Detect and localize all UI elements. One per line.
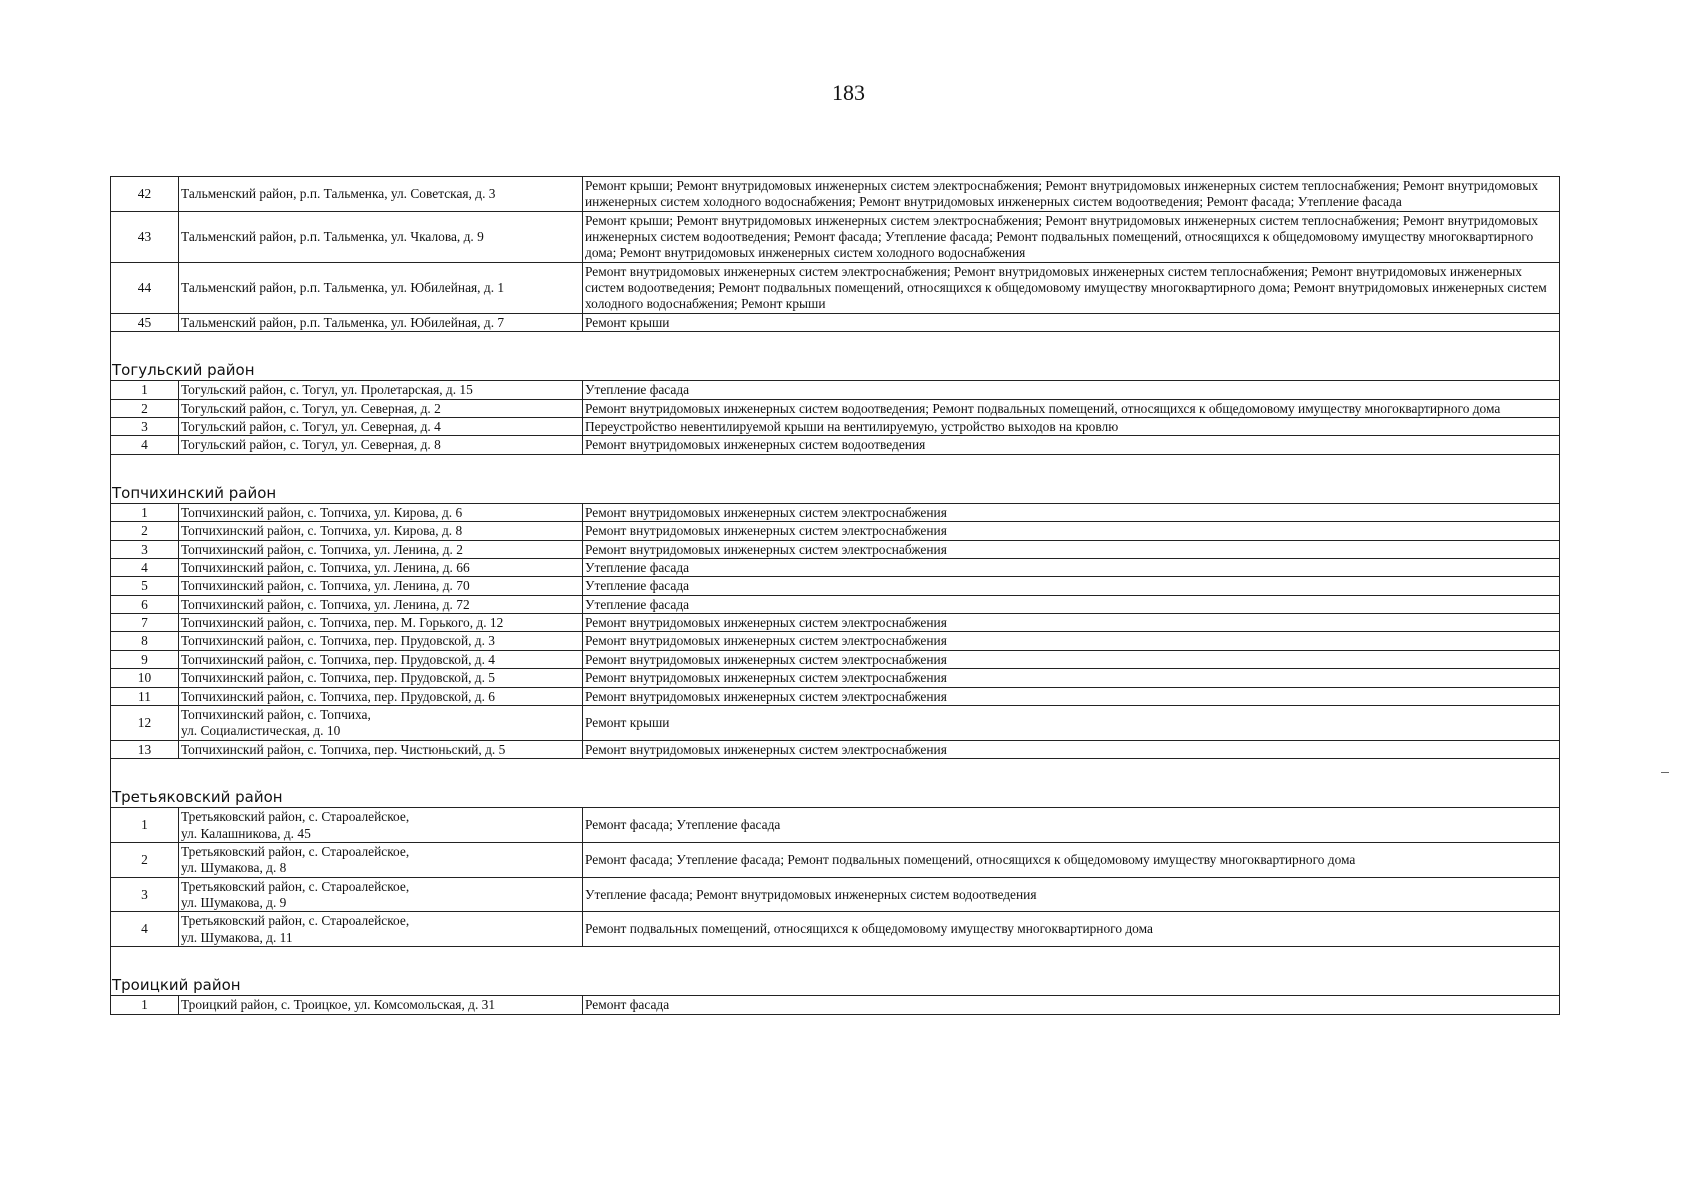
district-heading-row	[111, 361, 1560, 381]
table-row	[111, 559, 1560, 577]
row-address: Третьяковский район, с. Староалейское, ул. Шумакова, д. 8	[179, 842, 583, 877]
district-spacer-row	[111, 758, 1560, 788]
table-row	[111, 912, 1560, 947]
table-row	[111, 418, 1560, 436]
table-row	[111, 614, 1560, 632]
row-number: 1	[111, 996, 179, 1014]
row-address: Тогульский район, с. Тогул, ул. Северная, д. 2	[179, 399, 583, 417]
row-address: Третьяковский район, с. Староалейское, ул. Калашникова, д. 45	[179, 808, 583, 843]
table-row	[111, 808, 1560, 843]
row-address: Третьяковский район, с. Староалейское, ул. Шумакова, д. 9	[179, 877, 583, 912]
row-address: Топчихинский район, с. Топчиха, пер. Прудовской, д. 5	[179, 669, 583, 687]
page-number: 183	[832, 80, 865, 105]
table-row	[111, 211, 1560, 262]
table-row	[111, 436, 1560, 454]
row-address: Троицкий район, с. Троицкое, ул. Комсомольская, д. 31	[179, 996, 583, 1014]
row-works: Ремонт подвальных помещений, относящихся к общедомовому имуществу многоквартирного дома	[583, 912, 1560, 947]
row-number: 6	[111, 595, 179, 613]
row-works: Ремонт внутридомовых инженерных систем электроснабжения	[583, 650, 1560, 668]
row-address: Тальменский район, р.п. Тальменка, ул. Юбилейная, д. 1	[179, 262, 583, 313]
row-number: 11	[111, 687, 179, 705]
row-number: 1	[111, 504, 179, 522]
row-number: 42	[111, 177, 179, 212]
row-address: Тогульский район, с. Тогул, ул. Пролетарская, д. 15	[179, 381, 583, 399]
row-address: Третьяковский район, с. Староалейское, ул. Шумакова, д. 11	[179, 912, 583, 947]
table-row	[111, 313, 1560, 331]
row-address: Топчихинский район, с. Топчиха, пер. М. Горького, д. 12	[179, 614, 583, 632]
row-number: 10	[111, 669, 179, 687]
row-works: Ремонт крыши; Ремонт внутридомовых инженерных систем электроснабжения; Ремонт внутридомовых инженерных систем теплоснабжения; Ремонт внутридомовых инженерных систем водоотведения; Ремонт фасада; Утепление фасада; Ремонт подвальных помещений, относящихся к общедомовому имуществу многоквартирного дома; Ремонт внутридомовых инженерных систем холодного водоснабжения	[583, 211, 1560, 262]
table-row	[111, 577, 1560, 595]
row-works: Ремонт внутридомовых инженерных систем электроснабжения	[583, 614, 1560, 632]
district-heading-row	[111, 484, 1560, 504]
row-works: Ремонт внутридомовых инженерных систем электроснабжения	[583, 504, 1560, 522]
row-works: Ремонт внутридомовых инженерных систем электроснабжения	[583, 687, 1560, 705]
table-row	[111, 877, 1560, 912]
row-number: 4	[111, 559, 179, 577]
repair-program-table	[110, 176, 1560, 1015]
district-heading: Топчихинский район	[111, 484, 1560, 504]
row-works: Ремонт внутридомовых инженерных систем электроснабжения; Ремонт внутридомовых инженерных систем теплоснабжения; Ремонт внутридомовых инженерных систем водоотведения; Ремонт подвальных помещений, относящихся к общедомовому имуществу многоквартирного дома; Ремонт внутридомовых инженерных систем холодного водоснабжения; Ремонт крыши	[583, 262, 1560, 313]
row-address: Топчихинский район, с. Топчиха, пер. Прудовской, д. 4	[179, 650, 583, 668]
row-works: Ремонт крыши	[583, 705, 1560, 740]
row-address: Тальменский район, р.п. Тальменка, ул. Советская, д. 3	[179, 177, 583, 212]
table-row	[111, 705, 1560, 740]
table-row	[111, 996, 1560, 1014]
row-works: Ремонт крыши	[583, 313, 1560, 331]
district-heading: Третьяковский район	[111, 788, 1560, 808]
row-works: Ремонт внутридомовых инженерных систем электроснабжения	[583, 632, 1560, 650]
district-heading-row	[111, 976, 1560, 996]
table-row	[111, 381, 1560, 399]
district-spacer-row	[111, 454, 1560, 484]
row-works: Утепление фасада	[583, 595, 1560, 613]
row-number: 44	[111, 262, 179, 313]
row-number: 4	[111, 436, 179, 454]
row-number: 13	[111, 740, 179, 758]
row-address: Топчихинский район, с. Топчиха, ул. Ленина, д. 2	[179, 540, 583, 558]
row-number: 1	[111, 381, 179, 399]
row-address: Топчихинский район, с. Топчиха, ул. Ленина, д. 72	[179, 595, 583, 613]
row-works: Ремонт внутридомовых инженерных систем электроснабжения	[583, 740, 1560, 758]
row-number: 12	[111, 705, 179, 740]
row-number: 2	[111, 399, 179, 417]
row-number: 9	[111, 650, 179, 668]
row-works: Утепление фасада	[583, 577, 1560, 595]
row-works: Утепление фасада; Ремонт внутридомовых инженерных систем водоотведения	[583, 877, 1560, 912]
row-address: Топчихинский район, с. Топчиха, пер. Чистюньский, д. 5	[179, 740, 583, 758]
table-row	[111, 632, 1560, 650]
row-works: Ремонт внутридомовых инженерных систем водоотведения; Ремонт подвальных помещений, относящихся к общедомовому имуществу многоквартирного дома	[583, 399, 1560, 417]
row-address: Тогульский район, с. Тогул, ул. Северная, д. 8	[179, 436, 583, 454]
row-address: Тальменский район, р.п. Тальменка, ул. Юбилейная, д. 7	[179, 313, 583, 331]
row-works: Утепление фасада	[583, 559, 1560, 577]
scan-mark	[1661, 772, 1669, 773]
row-number: 45	[111, 313, 179, 331]
table-row	[111, 522, 1560, 540]
row-works: Ремонт фасада	[583, 996, 1560, 1014]
row-number: 5	[111, 577, 179, 595]
table-row	[111, 399, 1560, 417]
row-address: Топчихинский район, с. Топчиха, ул. Кирова, д. 8	[179, 522, 583, 540]
row-works: Ремонт фасада; Утепление фасада	[583, 808, 1560, 843]
table-row	[111, 262, 1560, 313]
row-address: Топчихинский район, с. Топчиха, ул. Социалистическая, д. 10	[179, 705, 583, 740]
row-number: 3	[111, 540, 179, 558]
row-works: Ремонт внутридомовых инженерных систем водоотведения	[583, 436, 1560, 454]
row-number: 2	[111, 522, 179, 540]
row-address: Топчихинский район, с. Топчиха, пер. Прудовской, д. 6	[179, 687, 583, 705]
table-row	[111, 540, 1560, 558]
spacer-cell	[111, 946, 1560, 976]
row-works: Ремонт внутридомовых инженерных систем электроснабжения	[583, 540, 1560, 558]
row-number: 2	[111, 842, 179, 877]
district-spacer-row	[111, 332, 1560, 362]
district-heading-row	[111, 788, 1560, 808]
row-address: Топчихинский район, с. Топчиха, ул. Ленина, д. 66	[179, 559, 583, 577]
table-row	[111, 669, 1560, 687]
table-row	[111, 177, 1560, 212]
row-number: 4	[111, 912, 179, 947]
district-heading: Троицкий район	[111, 976, 1560, 996]
row-address: Топчихинский район, с. Топчиха, ул. Ленина, д. 70	[179, 577, 583, 595]
row-number: 3	[111, 418, 179, 436]
row-number: 43	[111, 211, 179, 262]
spacer-cell	[111, 332, 1560, 362]
table-row	[111, 504, 1560, 522]
row-number: 7	[111, 614, 179, 632]
table-row	[111, 740, 1560, 758]
row-works: Ремонт внутридомовых инженерных систем электроснабжения	[583, 522, 1560, 540]
row-works: Переустройство невентилируемой крыши на вентилируемую, устройство выходов на кровлю	[583, 418, 1560, 436]
row-number: 8	[111, 632, 179, 650]
row-works: Утепление фасада	[583, 381, 1560, 399]
spacer-cell	[111, 758, 1560, 788]
row-address: Топчихинский район, с. Топчиха, пер. Прудовской, д. 3	[179, 632, 583, 650]
row-works: Ремонт крыши; Ремонт внутридомовых инженерных систем электроснабжения; Ремонт внутридомовых инженерных систем теплоснабжения; Ремонт внутридомовых инженерных систем холодного водоснабжения; Ремонт внутридомовых инженерных систем водоотведения; Ремонт фасада; Утепление фасада	[583, 177, 1560, 212]
row-works: Ремонт фасада; Утепление фасада; Ремонт подвальных помещений, относящихся к общедомовому имуществу многоквартирного дома	[583, 842, 1560, 877]
district-spacer-row	[111, 946, 1560, 976]
district-heading: Тогульский район	[111, 361, 1560, 381]
table-body	[111, 177, 1560, 1015]
row-address: Тальменский район, р.п. Тальменка, ул. Чкалова, д. 9	[179, 211, 583, 262]
row-address: Топчихинский район, с. Топчиха, ул. Кирова, д. 6	[179, 504, 583, 522]
table-row	[111, 687, 1560, 705]
row-number: 1	[111, 808, 179, 843]
row-address: Тогульский район, с. Тогул, ул. Северная, д. 4	[179, 418, 583, 436]
row-number: 3	[111, 877, 179, 912]
spacer-cell	[111, 454, 1560, 484]
table-row	[111, 595, 1560, 613]
row-works: Ремонт внутридомовых инженерных систем электроснабжения	[583, 669, 1560, 687]
table-row	[111, 842, 1560, 877]
table-row	[111, 650, 1560, 668]
